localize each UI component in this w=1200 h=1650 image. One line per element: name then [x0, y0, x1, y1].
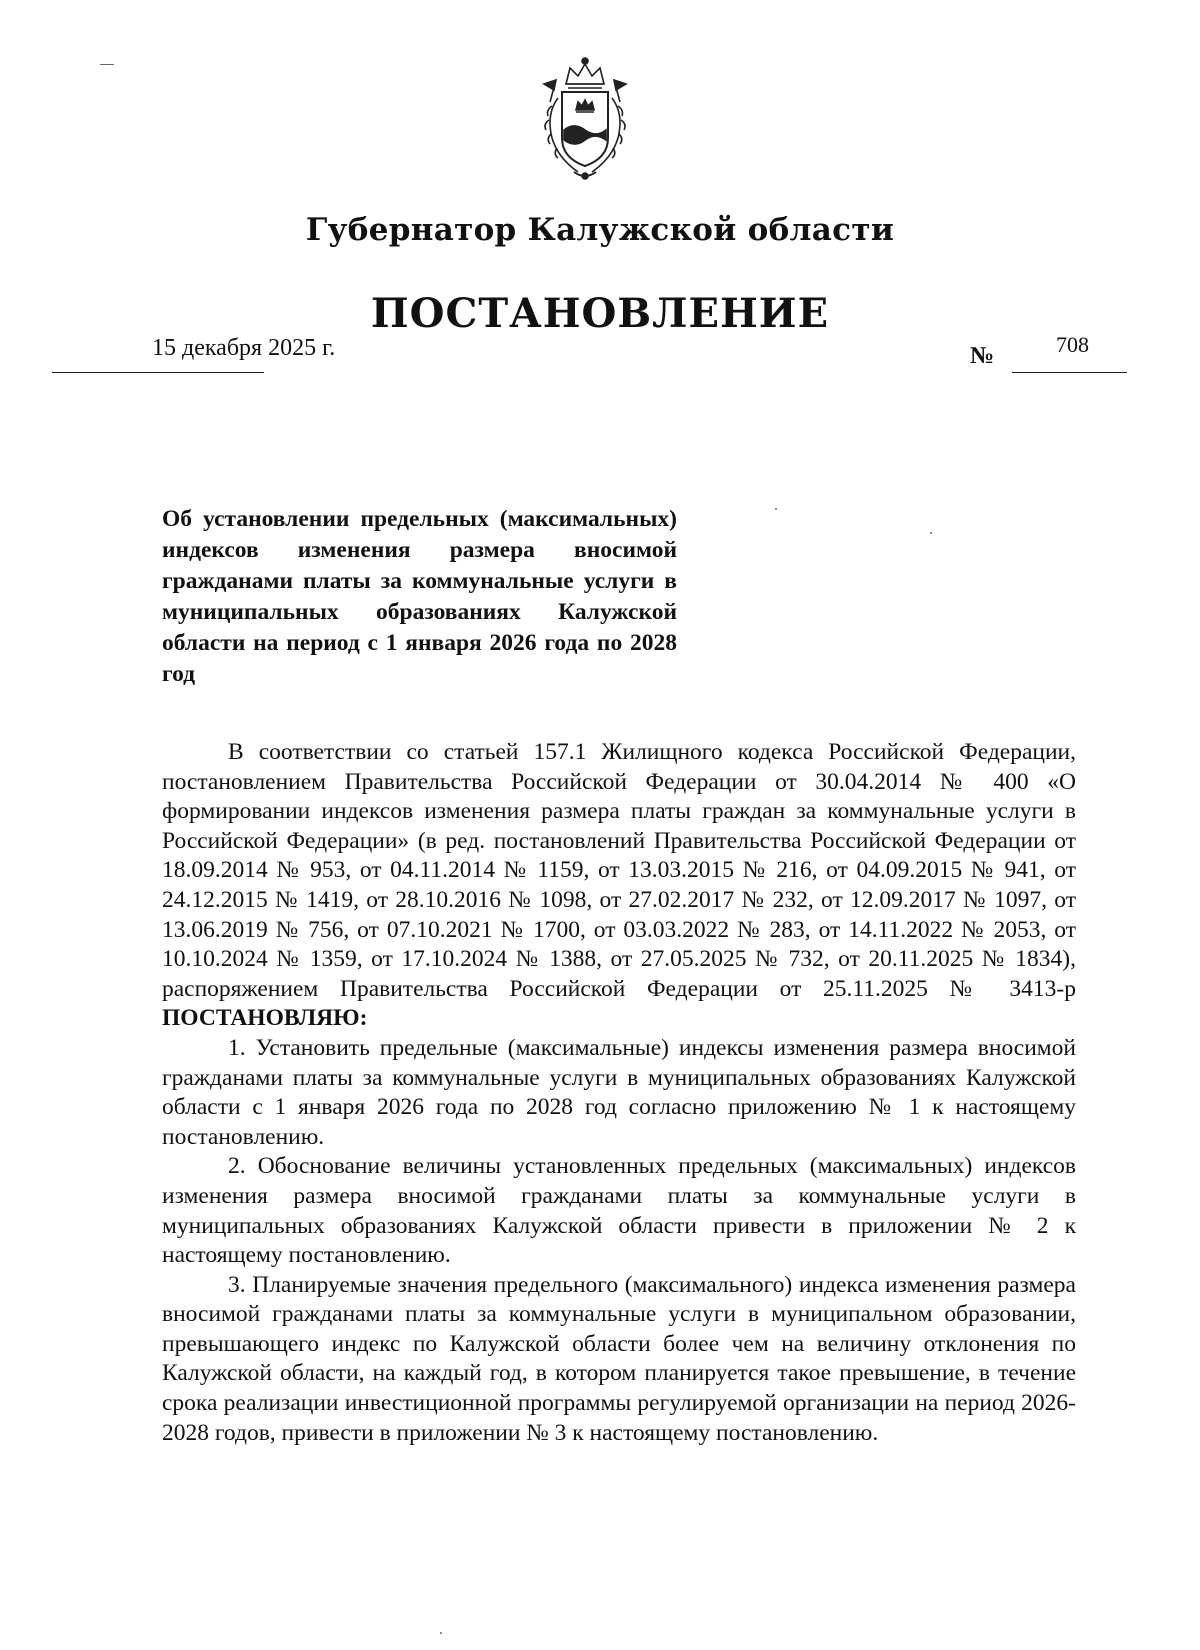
scan-artifact — [440, 1632, 442, 1634]
document-body — [162, 738, 1076, 1448]
number-sign: № — [970, 343, 995, 369]
list-item: 1. Установить предельные (максимальные) индексы изменения размера вносимой гражданами платы за коммунальные услуги в муниципальных образованиях Калужской области с 1 января 2026 года по 2028 год согласно приложению № 1 к настоящему постановлению. — [162, 1034, 1076, 1150]
preamble-paragraph — [162, 738, 1076, 1034]
number-underline — [1012, 372, 1127, 373]
scan-artifact — [100, 64, 114, 65]
scan-artifact — [930, 532, 932, 534]
scan-artifact — [775, 508, 777, 510]
document-number: 708 — [1056, 332, 1089, 357]
issuing-authority: Губернатор Калужской области — [305, 212, 895, 248]
document-date: 15 декабря 2025 г. — [152, 335, 336, 361]
date-number-row — [52, 332, 1127, 375]
document-subject: Об установлении предельных (максимальных) индексов изменения размера вносимой гражданами платы за коммунальные услуги в муниципальных образованиях Калужской области на период с 1 января 2026 года по 2028 год — [162, 506, 677, 687]
resolve-word: ПОСТАНОВЛЯЮ: — [162, 1005, 368, 1032]
date-underline — [52, 372, 264, 373]
coat-of-arms-icon — [522, 54, 648, 184]
list-item: 3. Планируемые значения предельного (максимального) индекса изменения размера вносимой гражданами платы за коммунальные услуги в муниципальном образовании, превышающего индекс по Калужской области более чем на величину отклонения по Калужской области, на каждый год, в котором планируется такое превышение, в течение срока реализации инвестиционной программы регулируемой организации на период 2026-2028 годов, привести в приложении № 3 к настоящему постановлению. — [162, 1271, 1076, 1446]
document-type-title: ПОСТАНОВЛЕНИЕ — [370, 290, 830, 337]
list-item: 2. Обоснование величины установленных предельных (максимальных) индексов изменения размера вносимой гражданами платы за коммунальные услуги в муниципальных образованиях Калужской области привести в приложении № 2 к настоящему постановлению. — [162, 1153, 1076, 1269]
preamble-text: В соответствии со статьей 157.1 Жилищного кодекса Российской Федерации, постановлением Правительства Российской Федерации от 30.04.2014 № 400 «О формировании индексов изменения размера платы граждан за коммунальные услуги в Российской Федерации» (в ред. постановлений Правительства Российской Федерации от 18.09.2014 № 953, от 04.11.2014 № 1159, от 13.03.2015 № 216, от 04.09.2015 № 941, от 24.12.2015 № 1419, от 28.10.2016 № 1098, от 27.02.2017 № 232, от 12.09.2017 № 1097, от 13.06.2019 № 756, от 07.10.2021 № 1700, от 03.03.2022 № 283, от 14.11.2022 № 2053, от 10.10.2024 № 1359, от 17.10.2024 № 1388, от 27.05.2025 № 732, от 20.11.2025 № 1834), распоряжением Правительства Российской Федерации от 25.11.2025 № 3413-р — [162, 739, 1076, 1002]
